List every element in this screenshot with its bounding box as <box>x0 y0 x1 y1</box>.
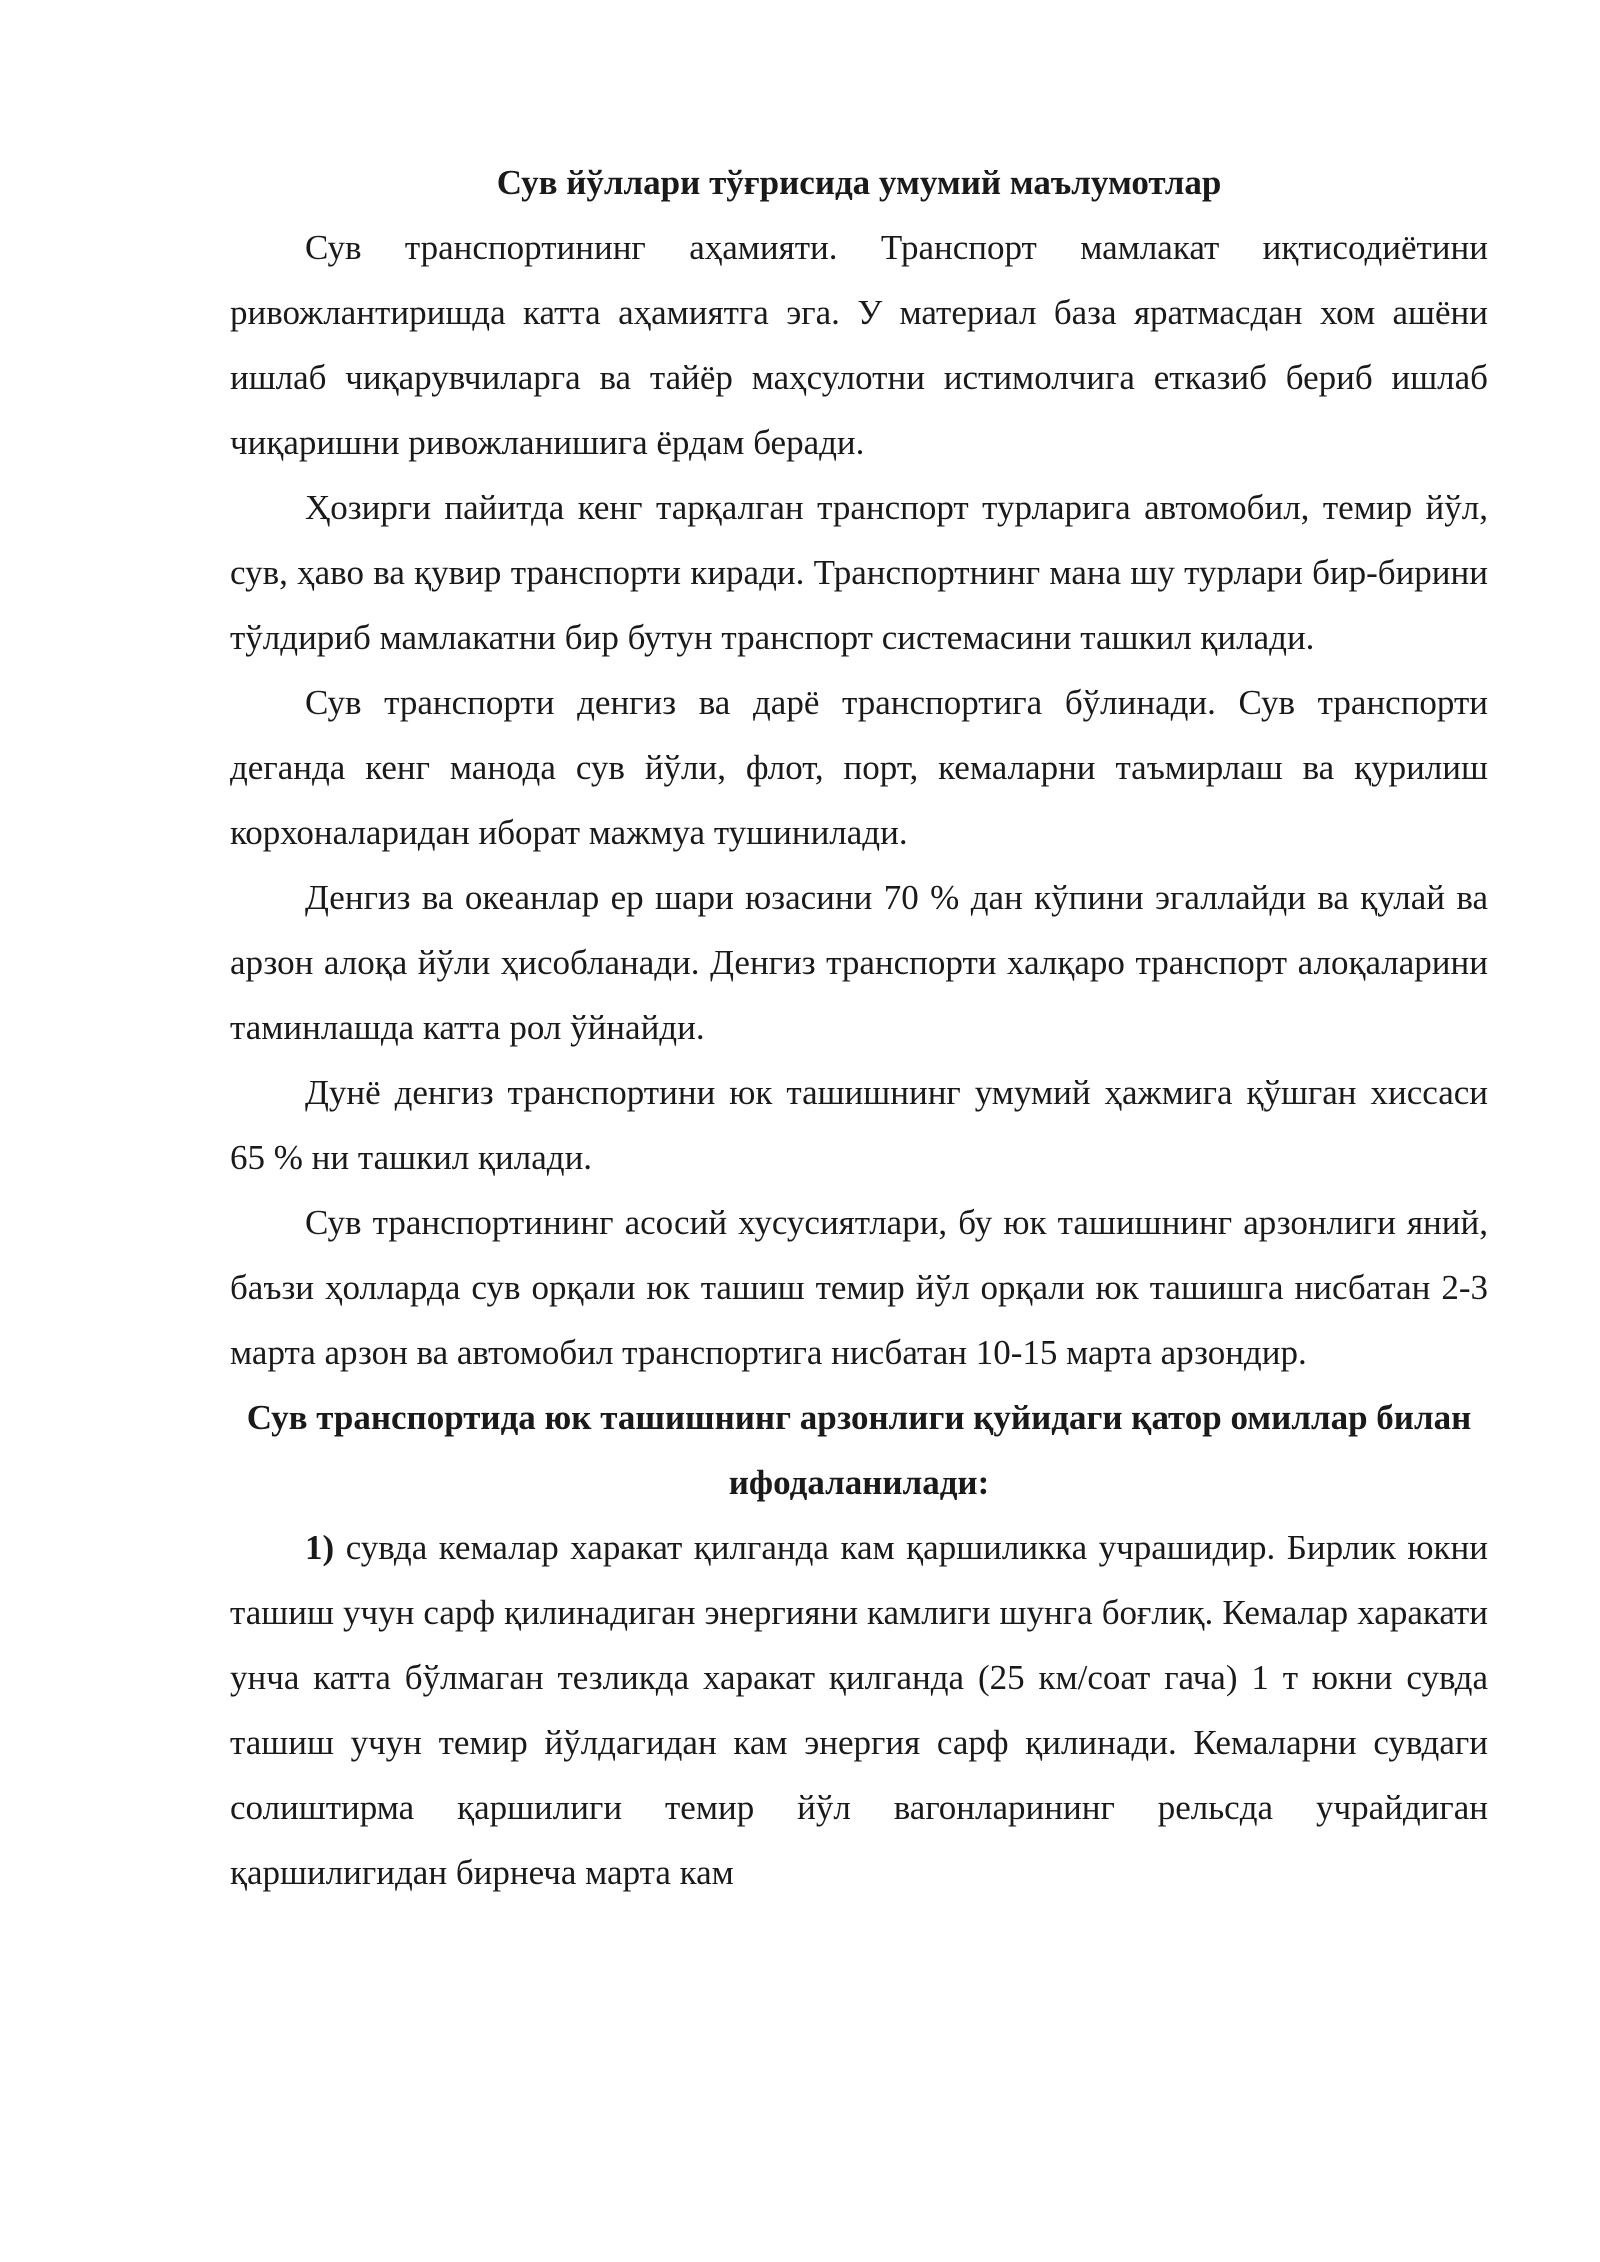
list-item-1 <box>230 1515 1488 1905</box>
paragraph-transport-types: Ҳозирги пайитда кенг тарқалган транспорт турларига автомобил, темир йўл, сув, ҳаво ва қувир транспорти киради. Транспортнинг мана шу турлари бир-бирини тўлдириб мамлакатни бир бутун транспорт системасини ташкил қилади. <box>230 488 1488 657</box>
document-subheading: Сув транспортида юк ташишнинг арзонлиги қуйидаги қатор омиллар билан ифодаланилади: <box>246 1398 1472 1502</box>
paragraph-importance: Сув транспортининг аҳамияти. Транспорт мамлакат иқтисодиётини ривожлантиришда катта аҳамиятга эга. У материал база яратмасдан хом ашёни ишлаб чиқарувчиларга ва тайёр маҳсулотни истимолчига етказиб бериб ишлаб чиқаришни ривожланишига ёрдам беради. <box>230 228 1488 462</box>
document-title: Сув йўллари тўғрисида умумий маълумотлар <box>496 163 1222 202</box>
document-page <box>230 150 1488 1905</box>
list-item-text: сувда кемалар харакат қилганда кам қаршиликка учрашидир. Бирлик юкни ташиш учун сарф қилинадиган энергияни камлиги шунга боғлиқ. Кемалар харакати унча катта бўлмаган тезликда харакат қилганда (25 км/соат гача) 1 т юкни сувда ташиш учун темир йўлдагидан кам энергия сарф қилинади. Кемаларни сувдаги солиштирма қаршилиги темир йўл вагонларининг рельсда учрайдиган қаршилигидан бирнеча марта кам <box>230 1528 1488 1892</box>
paragraph-cheapness: Сув транспортининг асосий хусусиятлари, бу юк ташишнинг арзонлиги яний, баъзи ҳолларда сув орқали юк ташиш темир йўл орқали юк ташишга нисбатан 2-3 марта арзон ва автомобил транспортига нисбатан 10-15 марта арзондир. <box>230 1203 1488 1372</box>
paragraph-world-sea-share: Дунё денгиз транспортини юк ташишнинг умумий ҳажмига қўшган хиссаси 65 % ни ташкил қилади. <box>230 1073 1488 1177</box>
paragraph-water-transport-division: Сув транспорти денгиз ва дарё транспортига бўлинади. Сув транспорти деганда кенг манода сув йўли, флот, порт, кемаларни таъмирлаш ва қурилиш корхоналаридан иборат мажмуа тушинилади. <box>230 683 1488 852</box>
list-item-number: 1) <box>305 1528 335 1567</box>
paragraph-seas-oceans: Денгиз ва океанлар ер шари юзасини 70 % дан кўпини эгаллайди ва қулай ва арзон алоқа йўли ҳисобланади. Денгиз транспорти халқаро транспорт алоқаларини таминлашда катта рол ўйнайди. <box>230 878 1488 1047</box>
